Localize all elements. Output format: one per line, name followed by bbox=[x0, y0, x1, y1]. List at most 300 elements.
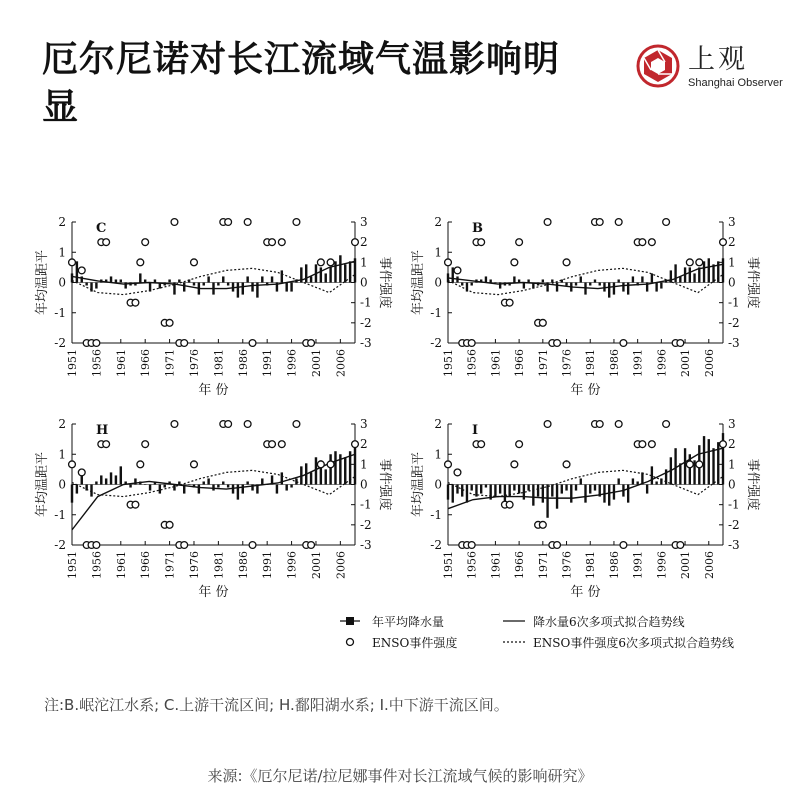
anomaly-bar bbox=[246, 481, 248, 484]
anomaly-bar bbox=[222, 481, 224, 484]
x-tick-label: 1951 bbox=[442, 551, 455, 579]
chart-panel-B bbox=[410, 215, 761, 398]
enso-point bbox=[516, 441, 523, 448]
enso-point bbox=[166, 319, 173, 326]
anomaly-bar bbox=[471, 283, 473, 286]
anomaly-bar bbox=[703, 261, 705, 282]
y-tick-label: 2 bbox=[434, 417, 442, 431]
anomaly-bar bbox=[261, 276, 263, 282]
x-tick-label: 1996 bbox=[285, 349, 299, 377]
enso-point bbox=[648, 441, 655, 448]
anomaly-bar bbox=[178, 279, 180, 282]
y2-tick-label: -2 bbox=[360, 517, 372, 532]
anomaly-bar bbox=[310, 472, 312, 484]
enso-point bbox=[278, 239, 285, 246]
anomaly-bar bbox=[693, 273, 695, 282]
anomaly-bar bbox=[632, 276, 634, 282]
anomaly-bar bbox=[546, 485, 548, 518]
anomaly-bar bbox=[712, 264, 714, 282]
legend-dashed-label: ENSO事件强度6次多项式拟合趋势线 bbox=[533, 636, 734, 650]
anomaly-bar bbox=[90, 485, 92, 497]
y-axis-title: 年均温距平 bbox=[411, 451, 426, 518]
anomaly-bar bbox=[580, 276, 582, 282]
anomaly-bar bbox=[217, 283, 219, 286]
anomaly-bar bbox=[76, 485, 78, 494]
anomaly-bar bbox=[310, 276, 312, 282]
x-tick-label: 1956 bbox=[465, 551, 479, 579]
anomaly-bar bbox=[660, 283, 662, 289]
anomaly-bar bbox=[608, 485, 610, 506]
x-tick-label: 1986 bbox=[236, 349, 250, 377]
source-citation: 来源:《厄尔尼诺/拉尼娜事件对长江流域气候的影响研究》 bbox=[207, 767, 593, 785]
x-tick-label: 1961 bbox=[489, 349, 503, 378]
enso-point bbox=[244, 421, 251, 428]
anomaly-bar bbox=[708, 258, 710, 282]
precip-trend-line bbox=[72, 454, 355, 530]
enso-point bbox=[615, 421, 622, 428]
anomaly-bar bbox=[95, 283, 97, 289]
anomaly-bar bbox=[679, 463, 681, 484]
anomaly-bar bbox=[494, 485, 496, 497]
y2-tick-label: 0 bbox=[360, 275, 368, 290]
anomaly-bar bbox=[461, 283, 463, 286]
y-tick-label: -1 bbox=[430, 305, 442, 320]
x-tick-label: 2006 bbox=[702, 551, 716, 579]
x-tick-label: 1971 bbox=[163, 349, 177, 377]
y-tick-label: 1 bbox=[434, 447, 442, 462]
enso-point bbox=[506, 299, 513, 306]
enso-point bbox=[352, 441, 359, 448]
x-tick-label: 1956 bbox=[465, 349, 479, 377]
anomaly-bar bbox=[489, 279, 491, 282]
anomaly-bar bbox=[698, 267, 700, 282]
anomaly-bar bbox=[684, 448, 686, 484]
anomaly-bar bbox=[139, 273, 141, 282]
anomaly-bar bbox=[471, 485, 473, 491]
anomaly-bar bbox=[76, 261, 78, 282]
y-tick-label: 1 bbox=[58, 245, 66, 260]
anomaly-bar bbox=[565, 283, 567, 286]
enso-point bbox=[293, 219, 300, 226]
anomaly-bar bbox=[584, 485, 586, 503]
anomaly-bar bbox=[703, 436, 705, 484]
legend-bar-label: 年平均降水量 bbox=[372, 615, 445, 629]
y-axis-title: 年均温距平 bbox=[35, 249, 50, 316]
y2-tick-label: 2 bbox=[360, 235, 368, 250]
y-tick-label: -2 bbox=[430, 336, 442, 350]
anomaly-bar bbox=[285, 283, 287, 292]
enso-point bbox=[511, 461, 518, 468]
enso-trend-line bbox=[72, 470, 355, 496]
anomaly-bar bbox=[527, 279, 529, 282]
enso-point bbox=[103, 239, 110, 246]
anomaly-bar bbox=[85, 283, 87, 286]
y-tick-label: 0 bbox=[58, 275, 66, 290]
y2-tick-label: -3 bbox=[360, 538, 372, 552]
y2-tick-label: 3 bbox=[360, 215, 368, 229]
x-tick-label: 1976 bbox=[187, 349, 201, 377]
x-tick-label: 1971 bbox=[536, 349, 550, 377]
y-tick-label: -1 bbox=[430, 507, 442, 522]
anomaly-bar bbox=[290, 485, 292, 488]
anomaly-bar bbox=[344, 457, 346, 484]
enso-point bbox=[181, 340, 188, 347]
enso-point bbox=[516, 239, 523, 246]
anomaly-bar bbox=[344, 264, 346, 282]
y-tick-label: -2 bbox=[54, 538, 66, 552]
x-tick-label: 1971 bbox=[536, 551, 550, 579]
anomaly-bar bbox=[632, 478, 634, 484]
anomaly-bar bbox=[712, 448, 714, 484]
anomaly-bar bbox=[334, 451, 336, 484]
x-tick-label: 1991 bbox=[261, 349, 275, 377]
anomaly-bar bbox=[513, 276, 515, 282]
panel-letter: B bbox=[472, 221, 483, 236]
enso-point bbox=[454, 469, 461, 476]
anomaly-bar bbox=[207, 276, 209, 282]
anomaly-bar bbox=[575, 283, 577, 286]
anomaly-bar bbox=[641, 276, 643, 282]
x-tick-label: 1956 bbox=[90, 349, 104, 377]
chart-panel-I bbox=[410, 417, 761, 600]
anomaly-bar bbox=[203, 481, 205, 484]
anomaly-bar bbox=[565, 485, 567, 491]
y2-tick-label: 2 bbox=[360, 437, 368, 452]
anomaly-bar bbox=[129, 485, 131, 488]
enso-point bbox=[720, 239, 727, 246]
enso-point bbox=[620, 340, 627, 347]
enso-point bbox=[244, 219, 251, 226]
x-tick-label: 1961 bbox=[114, 349, 128, 377]
enso-point bbox=[269, 441, 276, 448]
anomaly-bar bbox=[217, 485, 219, 488]
anomaly-bar bbox=[71, 485, 73, 503]
anomaly-bar bbox=[523, 283, 525, 289]
anomaly-bar bbox=[354, 445, 356, 484]
x-tick-label: 1976 bbox=[560, 551, 574, 579]
enso-point bbox=[648, 239, 655, 246]
x-tick-label: 1966 bbox=[513, 349, 527, 377]
y-tick-label: 0 bbox=[434, 477, 442, 492]
panel-letter: H bbox=[96, 423, 109, 438]
enso-point bbox=[563, 461, 570, 468]
y2-tick-label: -3 bbox=[360, 336, 372, 350]
panel-letter: C bbox=[96, 221, 107, 236]
x-tick-label: 1996 bbox=[655, 349, 669, 377]
anomaly-bar bbox=[183, 283, 185, 292]
enso-point bbox=[478, 441, 485, 448]
anomaly-bar bbox=[110, 276, 112, 282]
anomaly-bar bbox=[281, 270, 283, 282]
enso-point bbox=[103, 441, 110, 448]
anomaly-bar bbox=[556, 283, 558, 292]
panel-letter: I bbox=[472, 423, 479, 438]
anomaly-bar bbox=[551, 485, 553, 497]
anomaly-bar bbox=[599, 283, 601, 286]
anomaly-bar bbox=[105, 478, 107, 484]
anomaly-bar bbox=[222, 276, 224, 282]
anomaly-bar bbox=[646, 485, 648, 494]
logo-name: 上观 bbox=[688, 44, 748, 75]
anomaly-bar bbox=[271, 276, 273, 282]
x-axis-title: 年 份 bbox=[570, 585, 601, 600]
anomaly-bar bbox=[537, 485, 539, 497]
anomaly-bar bbox=[251, 283, 253, 292]
y2-tick-label: 2 bbox=[728, 437, 736, 452]
anomaly-bar bbox=[655, 481, 657, 484]
enso-point bbox=[327, 461, 334, 468]
anomaly-bar bbox=[95, 481, 97, 484]
x-tick-label: 1961 bbox=[489, 551, 503, 579]
anomaly-bar bbox=[349, 261, 351, 282]
enso-point bbox=[278, 441, 285, 448]
y-axis-title: 年均温距平 bbox=[35, 451, 50, 518]
anomaly-bar bbox=[144, 485, 146, 486]
anomaly-bar bbox=[551, 279, 553, 282]
anomaly-bar bbox=[613, 283, 615, 295]
enso-point bbox=[454, 267, 461, 274]
y2-tick-label: 1 bbox=[360, 457, 368, 472]
anomaly-bar bbox=[589, 485, 591, 494]
anomaly-bar bbox=[618, 478, 620, 484]
y2-tick-label: -1 bbox=[728, 497, 740, 512]
x-tick-label: 2006 bbox=[334, 349, 348, 377]
enso-point bbox=[191, 259, 198, 266]
y2-tick-label: -3 bbox=[728, 538, 740, 552]
enso-point bbox=[468, 340, 475, 347]
enso-point bbox=[78, 469, 85, 476]
anomaly-bar bbox=[193, 283, 195, 286]
enso-point bbox=[720, 441, 727, 448]
anomaly-bar bbox=[594, 485, 596, 491]
x-tick-label: 2006 bbox=[334, 551, 348, 579]
anomaly-bar bbox=[674, 264, 676, 282]
x-tick-label: 1961 bbox=[114, 551, 128, 579]
x-tick-label: 1976 bbox=[560, 349, 574, 377]
anomaly-bar bbox=[237, 283, 239, 298]
anomaly-bar bbox=[485, 485, 487, 488]
anomaly-bar bbox=[237, 485, 239, 500]
anomaly-bar bbox=[178, 481, 180, 484]
enso-point bbox=[539, 521, 546, 528]
anomaly-bar bbox=[115, 279, 117, 282]
anomaly-bar bbox=[110, 472, 112, 484]
anomaly-bar bbox=[561, 485, 563, 494]
x-tick-label: 1966 bbox=[139, 349, 153, 377]
enso-point bbox=[269, 239, 276, 246]
enso-point bbox=[663, 219, 670, 226]
anomaly-bar bbox=[580, 478, 582, 484]
enso-point bbox=[137, 461, 144, 468]
enso-point bbox=[596, 219, 603, 226]
anomaly-bar bbox=[242, 283, 244, 295]
enso-point bbox=[596, 421, 603, 428]
enso-point bbox=[478, 239, 485, 246]
enso-point bbox=[445, 259, 452, 266]
anomaly-bar bbox=[570, 485, 572, 503]
enso-point bbox=[686, 461, 693, 468]
anomaly-bar bbox=[120, 279, 122, 282]
y2-tick-label: 2 bbox=[728, 235, 736, 250]
enso-point bbox=[686, 259, 693, 266]
x-tick-label: 1971 bbox=[163, 551, 177, 579]
anomaly-bar bbox=[532, 485, 534, 506]
anomaly-bar bbox=[499, 485, 501, 494]
enso-point bbox=[639, 239, 646, 246]
x-tick-label: 1986 bbox=[607, 349, 621, 377]
y-tick-label: 0 bbox=[434, 275, 442, 290]
anomaly-bar bbox=[456, 485, 458, 494]
anomaly-bar bbox=[480, 485, 482, 494]
anomaly-bar bbox=[527, 485, 529, 491]
y2-tick-label: 1 bbox=[728, 255, 736, 270]
anomaly-bar bbox=[100, 475, 102, 484]
enso-point bbox=[511, 259, 518, 266]
y2-axis-title: 事件强度 bbox=[745, 458, 760, 511]
enso-point bbox=[317, 461, 324, 468]
y2-tick-label: 0 bbox=[728, 275, 736, 290]
enso-point bbox=[563, 259, 570, 266]
enso-point bbox=[663, 421, 670, 428]
x-tick-label: 1991 bbox=[261, 551, 275, 579]
enso-point bbox=[352, 239, 359, 246]
enso-point bbox=[308, 542, 315, 549]
y2-tick-label: -1 bbox=[360, 295, 372, 310]
anomaly-bar bbox=[466, 485, 468, 503]
anomaly-bar bbox=[618, 279, 620, 282]
x-axis-title: 年 份 bbox=[570, 383, 601, 398]
anomaly-bar bbox=[149, 485, 151, 491]
enso-point bbox=[639, 441, 646, 448]
enso-point bbox=[544, 421, 551, 428]
enso-point bbox=[171, 421, 178, 428]
x-tick-label: 1951 bbox=[66, 349, 79, 377]
footnote: 注:B.岷沱江水系; C.上游干流区间; H.鄱阳湖水系; I.中下游干流区间。 bbox=[44, 696, 509, 714]
anomaly-bar bbox=[518, 485, 520, 494]
anomaly-bar bbox=[689, 267, 691, 282]
x-axis-title: 年 份 bbox=[198, 383, 229, 398]
anomaly-bar bbox=[584, 283, 586, 295]
anomaly-bar bbox=[329, 267, 331, 282]
x-axis-title: 年 份 bbox=[198, 585, 229, 600]
y2-tick-label: 3 bbox=[728, 215, 736, 229]
anomaly-bar bbox=[504, 485, 506, 503]
y-tick-label: -2 bbox=[54, 336, 66, 350]
enso-point bbox=[677, 340, 684, 347]
legend-solid-label: 降水量6次多项式拟合趋势线 bbox=[533, 615, 685, 629]
y2-tick-label: 0 bbox=[728, 477, 736, 492]
enso-point bbox=[132, 501, 139, 508]
x-tick-label: 1976 bbox=[187, 551, 201, 579]
enso-point bbox=[554, 340, 561, 347]
x-tick-label: 2001 bbox=[309, 349, 323, 377]
x-tick-label: 1951 bbox=[66, 551, 79, 579]
y-tick-label: 1 bbox=[58, 447, 66, 462]
y2-tick-label: -3 bbox=[728, 336, 740, 350]
anomaly-bar bbox=[655, 283, 657, 292]
anomaly-bar bbox=[154, 279, 156, 282]
x-tick-label: 1996 bbox=[655, 551, 669, 579]
x-tick-label: 1986 bbox=[607, 551, 621, 579]
enso-point bbox=[293, 421, 300, 428]
anomaly-bar bbox=[329, 454, 331, 484]
anomaly-bar bbox=[674, 448, 676, 484]
anomaly-bar bbox=[159, 485, 161, 494]
enso-point bbox=[78, 267, 85, 274]
anomaly-bar bbox=[556, 485, 558, 509]
anomaly-bar bbox=[325, 273, 327, 282]
enso-point bbox=[615, 219, 622, 226]
y2-tick-label: -2 bbox=[728, 517, 740, 532]
enso-point bbox=[544, 219, 551, 226]
enso-point bbox=[317, 259, 324, 266]
enso-point bbox=[132, 299, 139, 306]
x-tick-label: 1956 bbox=[90, 551, 104, 579]
y2-tick-label: 1 bbox=[728, 457, 736, 472]
enso-point bbox=[142, 239, 149, 246]
enso-point bbox=[191, 461, 198, 468]
y-tick-label: 2 bbox=[58, 417, 66, 431]
anomaly-bar bbox=[325, 469, 327, 484]
y2-tick-label: -2 bbox=[360, 315, 372, 330]
chart-panel-C bbox=[34, 215, 393, 398]
y2-tick-label: 3 bbox=[728, 417, 736, 431]
enso-point bbox=[308, 340, 315, 347]
x-tick-label: 1996 bbox=[285, 551, 299, 579]
anomaly-bar bbox=[261, 478, 263, 484]
x-tick-label: 1981 bbox=[584, 551, 598, 579]
anomaly-bar bbox=[290, 283, 292, 292]
enso-point bbox=[620, 542, 627, 549]
y2-tick-label: -2 bbox=[728, 315, 740, 330]
anomaly-bar bbox=[242, 485, 244, 494]
x-tick-label: 1986 bbox=[236, 551, 250, 579]
enso-point bbox=[327, 259, 334, 266]
anomaly-bar bbox=[461, 485, 463, 497]
anomaly-bar bbox=[627, 485, 629, 503]
y-tick-label: -1 bbox=[54, 507, 66, 522]
anomaly-bar bbox=[227, 283, 229, 286]
y2-tick-label: -1 bbox=[360, 497, 372, 512]
anomaly-bar bbox=[708, 439, 710, 484]
anomaly-bar bbox=[339, 255, 341, 282]
anomaly-bar bbox=[173, 485, 175, 491]
enso-point bbox=[696, 461, 703, 468]
legend-circle-label: ENSO事件强度 bbox=[372, 636, 458, 650]
anomaly-bar bbox=[589, 283, 591, 286]
y-tick-label: 2 bbox=[434, 215, 442, 229]
y2-axis-title: 事件强度 bbox=[377, 256, 392, 309]
x-tick-label: 1966 bbox=[139, 551, 153, 579]
enso-point bbox=[468, 542, 475, 549]
anomaly-bar bbox=[513, 485, 515, 491]
anomaly-bar bbox=[320, 267, 322, 282]
y2-tick-label: 1 bbox=[360, 255, 368, 270]
anomaly-bar bbox=[168, 279, 170, 282]
enso-point bbox=[69, 259, 76, 266]
enso-point bbox=[93, 542, 100, 549]
anomaly-bar bbox=[163, 485, 165, 488]
anomaly-bar bbox=[575, 485, 577, 491]
enso-point bbox=[225, 219, 232, 226]
x-tick-label: 2006 bbox=[702, 349, 716, 377]
anomaly-bar bbox=[542, 279, 544, 282]
y2-axis-title: 事件强度 bbox=[377, 458, 392, 511]
x-tick-label: 2001 bbox=[679, 551, 693, 579]
logo-subtitle: Shanghai Observer bbox=[688, 77, 783, 89]
x-tick-label: 1966 bbox=[513, 551, 527, 579]
anomaly-bar bbox=[207, 478, 209, 484]
